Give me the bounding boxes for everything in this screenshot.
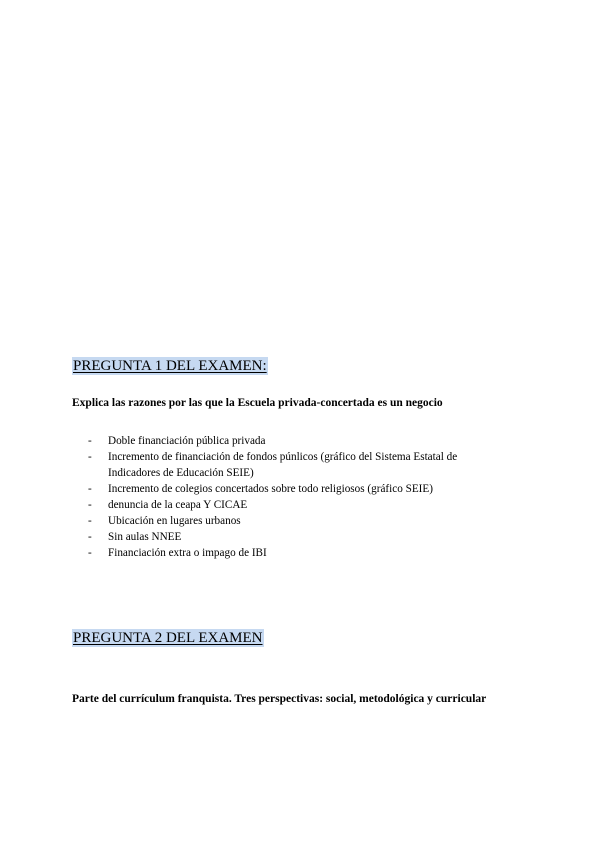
list-item-text: Financiación extra o impago de IBI xyxy=(108,547,267,559)
list-item-text: Incremento de colegios concertados sobre todo religiosos (gráfico SEIE) xyxy=(108,483,433,495)
question-2-prompt: Parte del currículum franquista. Tres perspectivas: social, metodológica y curricular xyxy=(72,693,487,705)
list-item-text: Incremento de financiación de fondos púnlicos (gráfico del Sistema Estatal de Indicadores de Educación SEIE) xyxy=(108,451,458,479)
answer-1-list xyxy=(88,433,508,561)
list-item-text: Sin aulas NNEE xyxy=(108,531,182,543)
list-item-text: Ubicación en lugares urbanos xyxy=(108,515,241,527)
bullet-dash: - xyxy=(88,499,92,511)
question-2-heading: PREGUNTA 2 DEL EXAMEN xyxy=(73,630,263,646)
bullet-dash: - xyxy=(88,531,92,543)
bullet-dash: - xyxy=(88,435,92,447)
list-item xyxy=(88,529,508,545)
list-item xyxy=(88,481,508,497)
list-item xyxy=(88,433,508,449)
bullet-dash: - xyxy=(88,451,92,463)
question-1-prompt: Explica las razones por las que la Escuela privada-concertada es un negocio xyxy=(72,397,443,409)
list-item-text: denuncia de la ceapa Y CICAE xyxy=(108,499,248,511)
bullet-dash: - xyxy=(88,515,92,527)
bullet-dash: - xyxy=(88,483,92,495)
bullet-dash: - xyxy=(88,547,92,559)
list-item-text: Doble financiación pública privada xyxy=(108,435,266,447)
list-item xyxy=(88,497,508,513)
question-1-heading: PREGUNTA 1 DEL EXAMEN: xyxy=(73,358,267,374)
list-item xyxy=(88,449,508,481)
list-item xyxy=(88,545,508,561)
list-item xyxy=(88,513,508,529)
